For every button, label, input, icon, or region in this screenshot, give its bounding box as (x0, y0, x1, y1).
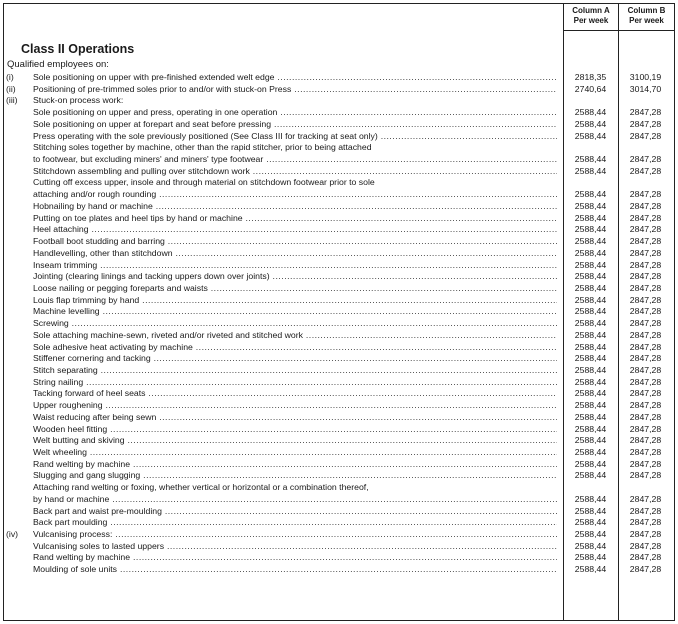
operation-description: Stitching soles together by machine, other than the rapid stitcher, prior to being attached (33, 142, 372, 153)
table-row (4, 189, 672, 201)
column-b-value: 2847,28 (629, 118, 662, 129)
column-a-value: 2588,44 (574, 529, 607, 540)
operation-description: Vulcanising process: ..... (33, 529, 557, 541)
operation-description: Hobnailing by hand or machine ..... (33, 201, 557, 213)
table-row (4, 424, 672, 436)
table-row (4, 342, 672, 354)
column-b-value: 2847,28 (629, 376, 662, 387)
column-b-header-line1: Column B (627, 6, 666, 15)
column-a-value: 2588,44 (574, 470, 607, 481)
column-b-value: 2847,28 (629, 400, 662, 411)
operation-description: attaching and/or rough rounding ..... (33, 189, 557, 201)
column-a-value: 2588,44 (574, 236, 607, 247)
operation-description: Slugging and gang slugging ..... (33, 470, 557, 482)
column-a-value: 2588,44 (574, 540, 607, 551)
column-b-value: 3100,19 (629, 72, 662, 82)
row-number: (i) (6, 72, 14, 82)
table-row (4, 400, 672, 412)
table-row (4, 248, 672, 260)
operation-description: Sole attaching machine-sewn, riveted and/or riveted and stitched work ..... (33, 330, 557, 342)
column-b-value: 2847,28 (629, 388, 662, 399)
column-a-value: 2588,44 (574, 552, 607, 563)
operation-description: Vulcanising soles to lasted uppers ..... (33, 541, 557, 553)
operation-description: Sole positioning on upper with pre-finished extended welt edge ..... (33, 72, 557, 84)
table-row (4, 236, 672, 248)
table-row (4, 330, 672, 342)
column-a-value: 2588,44 (574, 282, 607, 293)
operation-description: to footwear, but excluding miners' and miners' type footwear ..... (33, 154, 557, 166)
column-b-value: 2847,28 (629, 165, 662, 176)
column-a-value: 2588,44 (574, 189, 607, 200)
table-row (4, 412, 672, 424)
table-row (4, 142, 672, 154)
operation-description: Louis flap trimming by hand ..... (33, 295, 557, 307)
wage-table (3, 3, 675, 621)
operation-description: Press operating with the sole previously positioned (See Class III for tracking at seat only) ..... (33, 131, 557, 143)
column-b-value: 2847,28 (629, 564, 662, 575)
table-row (4, 459, 672, 471)
operation-description: Inseam trimming ..... (33, 260, 557, 272)
column-b-value: 2847,28 (629, 447, 662, 457)
table-row (4, 564, 672, 576)
operation-description: Upper roughening ..... (33, 400, 557, 412)
column-a-value: 2588,44 (574, 200, 607, 211)
operation-description: Rand welting by machine ..... (33, 552, 557, 564)
column-b-value: 2847,28 (629, 470, 662, 481)
column-a-value: 2588,44 (574, 376, 607, 387)
row-number: (iii) (6, 95, 18, 106)
operation-description: String nailing ..... (33, 377, 557, 389)
section-title: Class II Operations (21, 42, 135, 56)
column-a-value: 2588,44 (574, 212, 607, 223)
table-row (4, 470, 672, 482)
column-b-value: 2847,28 (629, 259, 662, 270)
column-b-value: 2847,28 (629, 364, 662, 375)
table-row (4, 166, 672, 178)
table-row (4, 482, 672, 494)
column-b-value: 2847,28 (629, 529, 662, 540)
operation-description: Stitchdown assembling and pulling over stitchdown work ..... (33, 166, 557, 178)
operation-description: Stitch separating ..... (33, 365, 557, 377)
column-b-value: 2847,28 (629, 212, 662, 223)
section-subtitle: Qualified employees on: (7, 59, 109, 70)
operations-list (4, 72, 672, 576)
table-row (4, 517, 672, 529)
operation-description: Putting on toe plates and heel tips by hand or machine ..... (33, 213, 557, 225)
column-a-value: 2588,44 (574, 259, 607, 270)
operation-description: Jointing (clearing linings and tacking uppers down over joints) ..... (33, 271, 557, 283)
column-b-value: 2847,28 (629, 341, 662, 352)
table-row (4, 107, 672, 119)
column-a-value: 2588,44 (574, 364, 607, 375)
operation-description: Sole adhesive heat activating by machine ..... (33, 342, 557, 354)
table-row (4, 377, 672, 389)
column-a-value: 2588,44 (574, 435, 607, 446)
column-b-value: 2847,28 (629, 435, 662, 446)
header-rule (564, 30, 674, 31)
column-a-value: 2588,44 (574, 423, 607, 434)
operation-description: Wooden heel fitting ..... (33, 424, 557, 436)
column-b-value: 2847,28 (629, 423, 662, 434)
column-b-value: 2847,28 (629, 271, 662, 282)
table-row (4, 201, 672, 213)
column-a-value: 2588,44 (574, 130, 607, 141)
column-b-value: 3014,70 (629, 83, 662, 94)
table-row (4, 84, 672, 96)
column-a-value: 2588,44 (574, 247, 607, 258)
table-row (4, 295, 672, 307)
row-number: (iv) (6, 529, 19, 540)
table-row (4, 306, 672, 318)
table-row (4, 177, 672, 189)
column-b-value: 2847,28 (629, 236, 662, 247)
operation-description: Sole positioning on upper and press, operating in one operation ..... (33, 107, 557, 119)
column-a-value: 2588,44 (574, 458, 607, 469)
column-a-value: 2588,44 (574, 107, 607, 118)
row-number: (ii) (6, 83, 16, 94)
column-b-value: 2847,28 (629, 540, 662, 551)
column-a-value: 2588,44 (574, 271, 607, 282)
column-a-value: 2588,44 (574, 306, 607, 317)
column-b-value: 2847,28 (629, 294, 662, 305)
table-row (4, 72, 672, 84)
column-b-value: 2847,28 (629, 200, 662, 211)
column-b-header-line2: Per week (629, 16, 664, 25)
table-row (4, 353, 672, 365)
table-row (4, 529, 672, 541)
operation-description: Moulding of sole units ..... (33, 564, 557, 576)
table-row (4, 447, 672, 459)
column-a-value: 2588,44 (574, 224, 607, 235)
table-row (4, 119, 672, 131)
column-a-header (564, 6, 618, 26)
table-row (4, 494, 672, 506)
table-row (4, 552, 672, 564)
column-b-value: 2847,28 (629, 517, 662, 528)
column-b-value: 2847,28 (629, 552, 662, 563)
operation-description: Back part moulding ..... (33, 517, 557, 529)
column-a-value: 2588,44 (574, 505, 607, 516)
column-b-value: 2847,28 (629, 247, 662, 258)
table-row (4, 95, 672, 107)
column-a-value: 2588,44 (574, 411, 607, 422)
operation-description: Welt wheeling ..... (33, 447, 557, 459)
operation-description: Football boot studding and barring ..... (33, 236, 557, 248)
operation-description: Machine levelling ..... (33, 306, 557, 318)
table-row (4, 435, 672, 447)
table-row (4, 318, 672, 330)
operation-description: Screwing ..... (33, 318, 557, 330)
operation-description: Tacking forward of heel seats ..... (33, 388, 557, 400)
operation-description: Positioning of pre-trimmed soles prior to and/or with stuck-on Press ..... (33, 84, 557, 96)
operation-description: Welt butting and skiving ..... (33, 435, 557, 447)
operation-description: Loose nailing or pegging foreparts and waists ..... (33, 283, 557, 295)
column-a-value: 2588,44 (574, 341, 607, 352)
column-b-value: 2847,28 (629, 224, 662, 235)
table-row (4, 260, 672, 272)
column-a-value: 2740,64 (574, 83, 607, 94)
column-b-value: 2847,28 (629, 306, 662, 317)
operation-description: Sole positioning on upper at forepart and seat before pressing ..... (33, 119, 557, 131)
column-a-value: 2588,44 (574, 329, 607, 340)
column-a-value: 2818,35 (574, 72, 607, 82)
column-a-value: 2588,44 (574, 165, 607, 176)
operation-description: Rand welting by machine ..... (33, 459, 557, 471)
column-b-value: 2847,28 (629, 189, 662, 200)
column-b-value: 2847,28 (629, 318, 662, 329)
operation-description: Stiffener cornering and tacking ..... (33, 353, 557, 365)
column-b-value: 2847,28 (629, 154, 662, 165)
operation-description: Waist reducing after being sewn ..... (33, 412, 557, 424)
column-b-value: 2847,28 (629, 458, 662, 469)
column-b-value: 2847,28 (629, 353, 662, 364)
operation-description: Cutting off excess upper, insole and through material on stitchdown footwear prior to sole (33, 177, 375, 188)
table-row (4, 224, 672, 236)
column-a-value: 2588,44 (574, 154, 607, 165)
column-a-value: 2588,44 (574, 118, 607, 129)
table-row (4, 541, 672, 553)
operation-description: Back part and waist pre-moulding ..... (33, 506, 557, 518)
column-b-value: 2847,28 (629, 493, 662, 504)
column-a-value: 2588,44 (574, 493, 607, 504)
table-row (4, 213, 672, 225)
operation-description: Handlevelling, other than stitchdown ..... (33, 248, 557, 260)
operation-description: Heel attaching ..... (33, 224, 557, 236)
column-a-value: 2588,44 (574, 318, 607, 329)
column-b-value: 2847,28 (629, 107, 662, 118)
table-row (4, 283, 672, 295)
column-b-value: 2847,28 (629, 505, 662, 516)
operation-description: Attaching rand welting or foxing, whether vertical or horizontal or a combination thereof, (33, 482, 369, 493)
table-row (4, 365, 672, 377)
table-row (4, 131, 672, 143)
column-b-value: 2847,28 (629, 130, 662, 141)
column-b-header (619, 6, 674, 26)
column-b-value: 2847,28 (629, 282, 662, 293)
column-b-value: 2847,28 (629, 329, 662, 340)
column-b-value: 2847,28 (629, 411, 662, 422)
column-a-value: 2588,44 (574, 388, 607, 399)
column-a-value: 2588,44 (574, 400, 607, 411)
table-row (4, 271, 672, 283)
column-a-header-line2: Per week (573, 16, 609, 25)
column-a-value: 2588,44 (574, 447, 607, 457)
column-a-value: 2588,44 (574, 353, 607, 364)
column-a-value: 2588,44 (574, 517, 607, 528)
column-a-value: 2588,44 (574, 294, 607, 305)
operation-description: Stuck-on process work: (33, 95, 124, 106)
column-a-value: 2588,44 (574, 564, 607, 575)
column-a-header-line1: Column A (572, 6, 610, 15)
table-row (4, 506, 672, 518)
operation-description: by hand or machine ..... (33, 494, 557, 506)
table-row (4, 388, 672, 400)
table-row (4, 154, 672, 166)
